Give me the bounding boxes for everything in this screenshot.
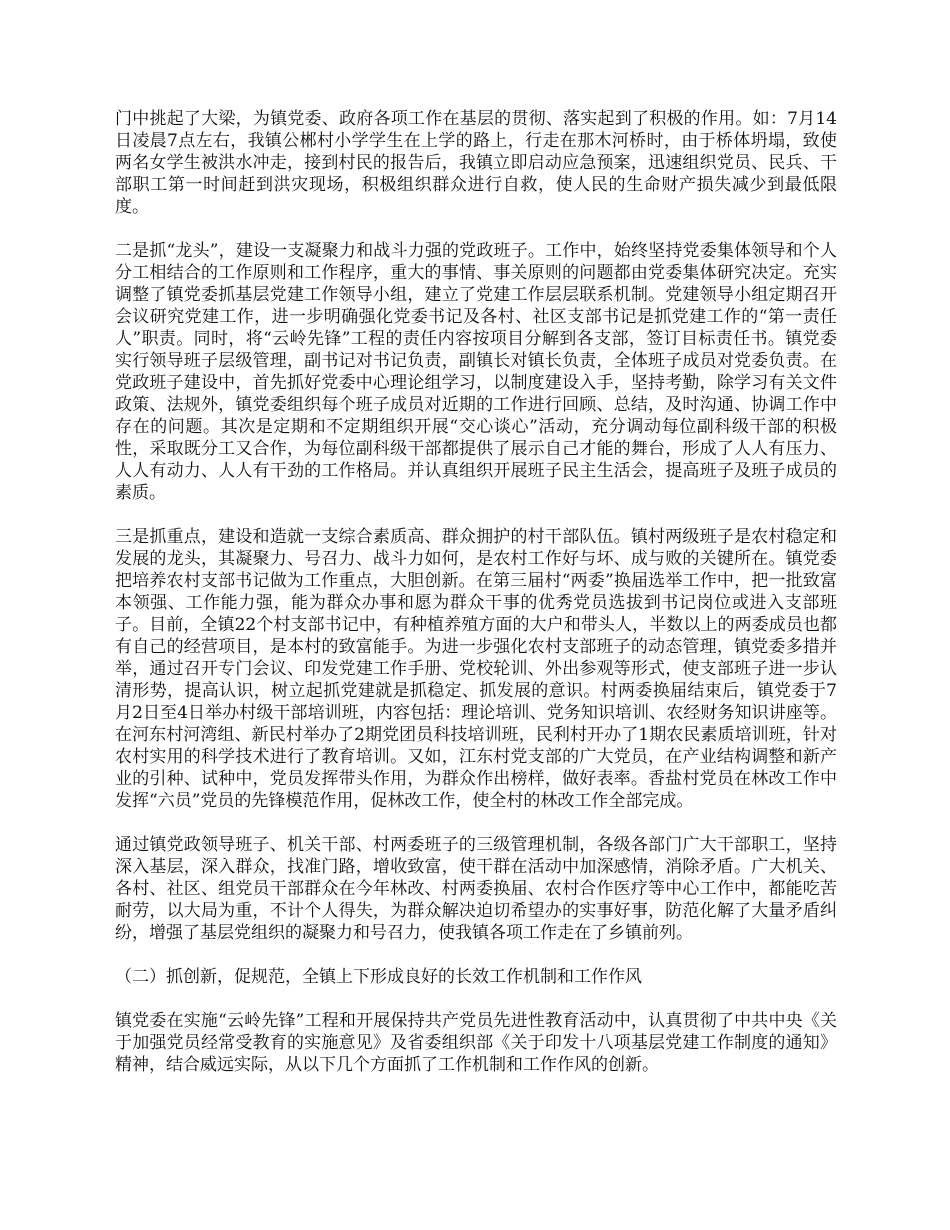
paragraph-leadership-team: 二是抓“龙头”，建设一支凝聚力和战斗力强的党政班子。工作中，始终坚持党委集体领导和个人分工相结合的工作原则和工作程序，重大的事情、事关原则的问题都由党委集体研究决定。充实调整了镇党委抓基层党建工作领导小组，建立了党建工作层层联系机制。党建领导小组定期召开会议研究党建工作，进一步明确强化党委书记及各村、社区支部书记是抓党建工作的“第一责任人”职责。同时，将“云岭先锋”工程的责任内容按项目分解到各支部，签订目标责任书。镇党委实行领导班子层级管理，副书记对书记负责，副镇长对镇长负责，全体班子成员对党委负责。在党政班子建设中，首先抓好党委中心理论组学习，以制度建设入手，坚持考勤，除学习有关文件政策、法规外，镇党委组织每个班子成员对近期的工作进行回顾、总结，及时沟通、协调工作中存在的问题。其次是定期和不定期组织开展“交心谈心”活动，充分调动每位副科级干部的积极性，采取既分工又合作，为每位副科级干部都提供了展示自己才能的舞台，形成了人人有压力、人人有动力、人人有干劲的工作格局。并认真组织开展班子民主生活会，提高班子及班子成员的素质。 <box>115 241 837 503</box>
document-body <box>115 108 837 1098</box>
paragraph-village-cadres: 三是抓重点，建设和造就一支综合素质高、群众拥护的村干部队伍。镇村两级班子是农村稳定和发展的龙头，其凝聚力、号召力、战斗力如何，是农村工作好与坏、成与败的关键所在。镇党委把培养农村支部书记做为工作重点，大胆创新。在第三届村“两委”换届选举工作中，把一批致富本领强、工作能力强，能为群众办事和愿为群众干事的优秀党员选拔到书记岗位或进入支部班子。目前，全镇22个村支部书记中，有种植养殖方面的大户和带头人，半数以上的两委成员也都有自己的经营项目，是本村的致富能手。为进一步强化农村支部班子的动态管理，镇党委多措并举，通过召开专门会议、印发党建工作手册、党校轮训、外出参观等形式，使支部班子进一步认清形势，提高认识，树立起抓党建就是抓稳定、抓发展的意识。村两委换届结束后，镇党委于7月2日至4日举办村级干部培训班，内容包括：理论培训、党务知识培训、农经财务知识讲座等。在河东村河湾组、新民村举办了2期党团员科技培训班，民利村开办了1期农民素质培训班，针对农村实用的科学技术进行了教育培训。又如，江东村党支部的广大党员，在产业结构调整和新产业的引种、试种中，党员发挥带头作用，为群众作出榜样，做好表率。香盐村党员在林改工作中发挥“六员”党员的先锋模范作用，促林改工作，使全村的林改工作全部完成。 <box>115 527 837 811</box>
paragraph-innovation-intro: 镇党委在实施“云岭先锋”工程和开展保持共产党员先进性教育活动中，认真贯彻了中共中央《关于加强党员经常受教育的实施意见》及省委组织部《关于印发十八项基层党建工作制度的通知》精神，结合威远实际，从以下几个方面抓了工作机制和工作作风的创新。 <box>115 1011 837 1075</box>
paragraph-three-level-management: 通过镇党政领导班子、机关干部、村两委班子的三级管理机制，各级各部门广大干部职工，坚持深入基层，深入群众，找准门路，增收致富，使干群在活动中加深感情，消除矛盾。广大机关、各村、社区、组党员干部群众在今年林改、村两委换届、农村合作医疗等中心工作中，都能吃苦耐劳，以大局为重，不计个人得失，为群众解决迫切希望办的实事好事，防范化解了大量矛盾纠纷，增强了基层党组织的凝聚力和号召力，使我镇各项工作走在了乡镇前列。 <box>115 835 837 943</box>
paragraph-emergency-response: 门中挑起了大梁，为镇党委、政府各项工作在基层的贯彻、落实起到了积极的作用。如：7月14日凌晨7点左右，我镇公郴村小学学生在上学的路上，行走在那木河桥时，由于桥体坍塌，致使两名女学生被洪水冲走，接到村民的报告后，我镇立即启动应急预案，迅速组织党员、民兵、干部职工第一时间赶到洪灾现场，积极组织群众进行自救，使人民的生命财产损失减少到最低限度。 <box>115 109 837 217</box>
section-heading-innovation: （二）抓创新，促规范，全镇上下形成良好的长效工作机制和工作作风 <box>115 967 642 987</box>
